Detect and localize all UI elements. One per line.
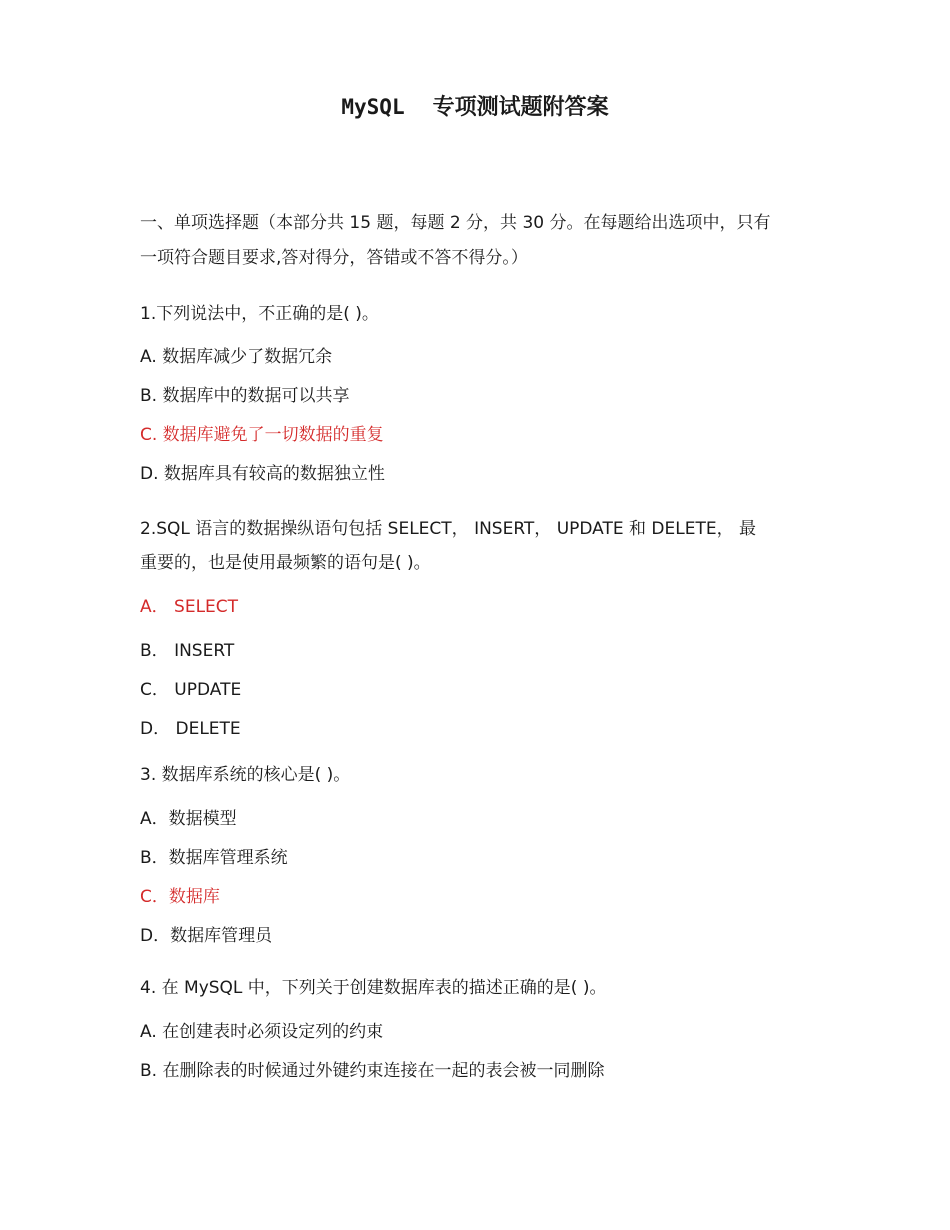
question-3-option-a: A．数据模型 — [140, 809, 237, 829]
question-3-option-d: D．数据库管理员 — [140, 926, 273, 946]
question-2-stem-line-2: 重要的，也是使用最频繁的语句是( )。 — [140, 553, 431, 573]
question-3-stem: 3. 数据库系统的核心是( )。 — [140, 765, 351, 785]
question-3-option-c-answer: C．数据库 — [140, 887, 220, 907]
section-heading-line-2: 一项符合题目要求,答对得分，答错或不答不得分。） — [140, 248, 528, 268]
question-4-option-a: A. 在创建表时必须设定列的约束 — [140, 1022, 384, 1042]
question-2-option-d: D． DELETE — [140, 719, 241, 739]
section-heading-line-1: 一、单项选择题（本部分共 15 题，每题 2 分，共 30 分。在每题给出选项中，只有 — [140, 213, 771, 233]
question-2-stem-line-1: 2.SQL 语言的数据操纵语句包括 SELECT， INSERT， UPDATE 和 DELETE， 最 — [140, 519, 757, 539]
question-3-option-b: B．数据库管理系统 — [140, 848, 288, 868]
title-main: 专项测试题附答案 — [432, 95, 609, 120]
question-1-option-b: B. 数据库中的数据可以共享 — [140, 386, 350, 406]
question-4-stem: 4. 在 MySQL 中，下列关于创建数据库表的描述正确的是( )。 — [140, 978, 607, 998]
question-4-option-b: B. 在删除表的时候通过外键约束连接在一起的表会被一同删除 — [140, 1061, 605, 1081]
question-2-option-a-answer: A． SELECT — [140, 597, 239, 617]
question-2-option-c: C． UPDATE — [140, 680, 242, 700]
question-1-option-d: D. 数据库具有较高的数据独立性 — [140, 464, 385, 484]
question-1-option-c-answer: C. 数据库避免了一切数据的重复 — [140, 425, 384, 445]
question-2-option-b: B． INSERT — [140, 641, 235, 661]
title-prefix: MySQL — [341, 95, 405, 119]
question-1-stem: 1.下列说法中，不正确的是( )。 — [140, 304, 379, 324]
page-title — [0, 92, 950, 123]
question-1-option-a: A. 数据库减少了数据冗余 — [140, 347, 333, 367]
